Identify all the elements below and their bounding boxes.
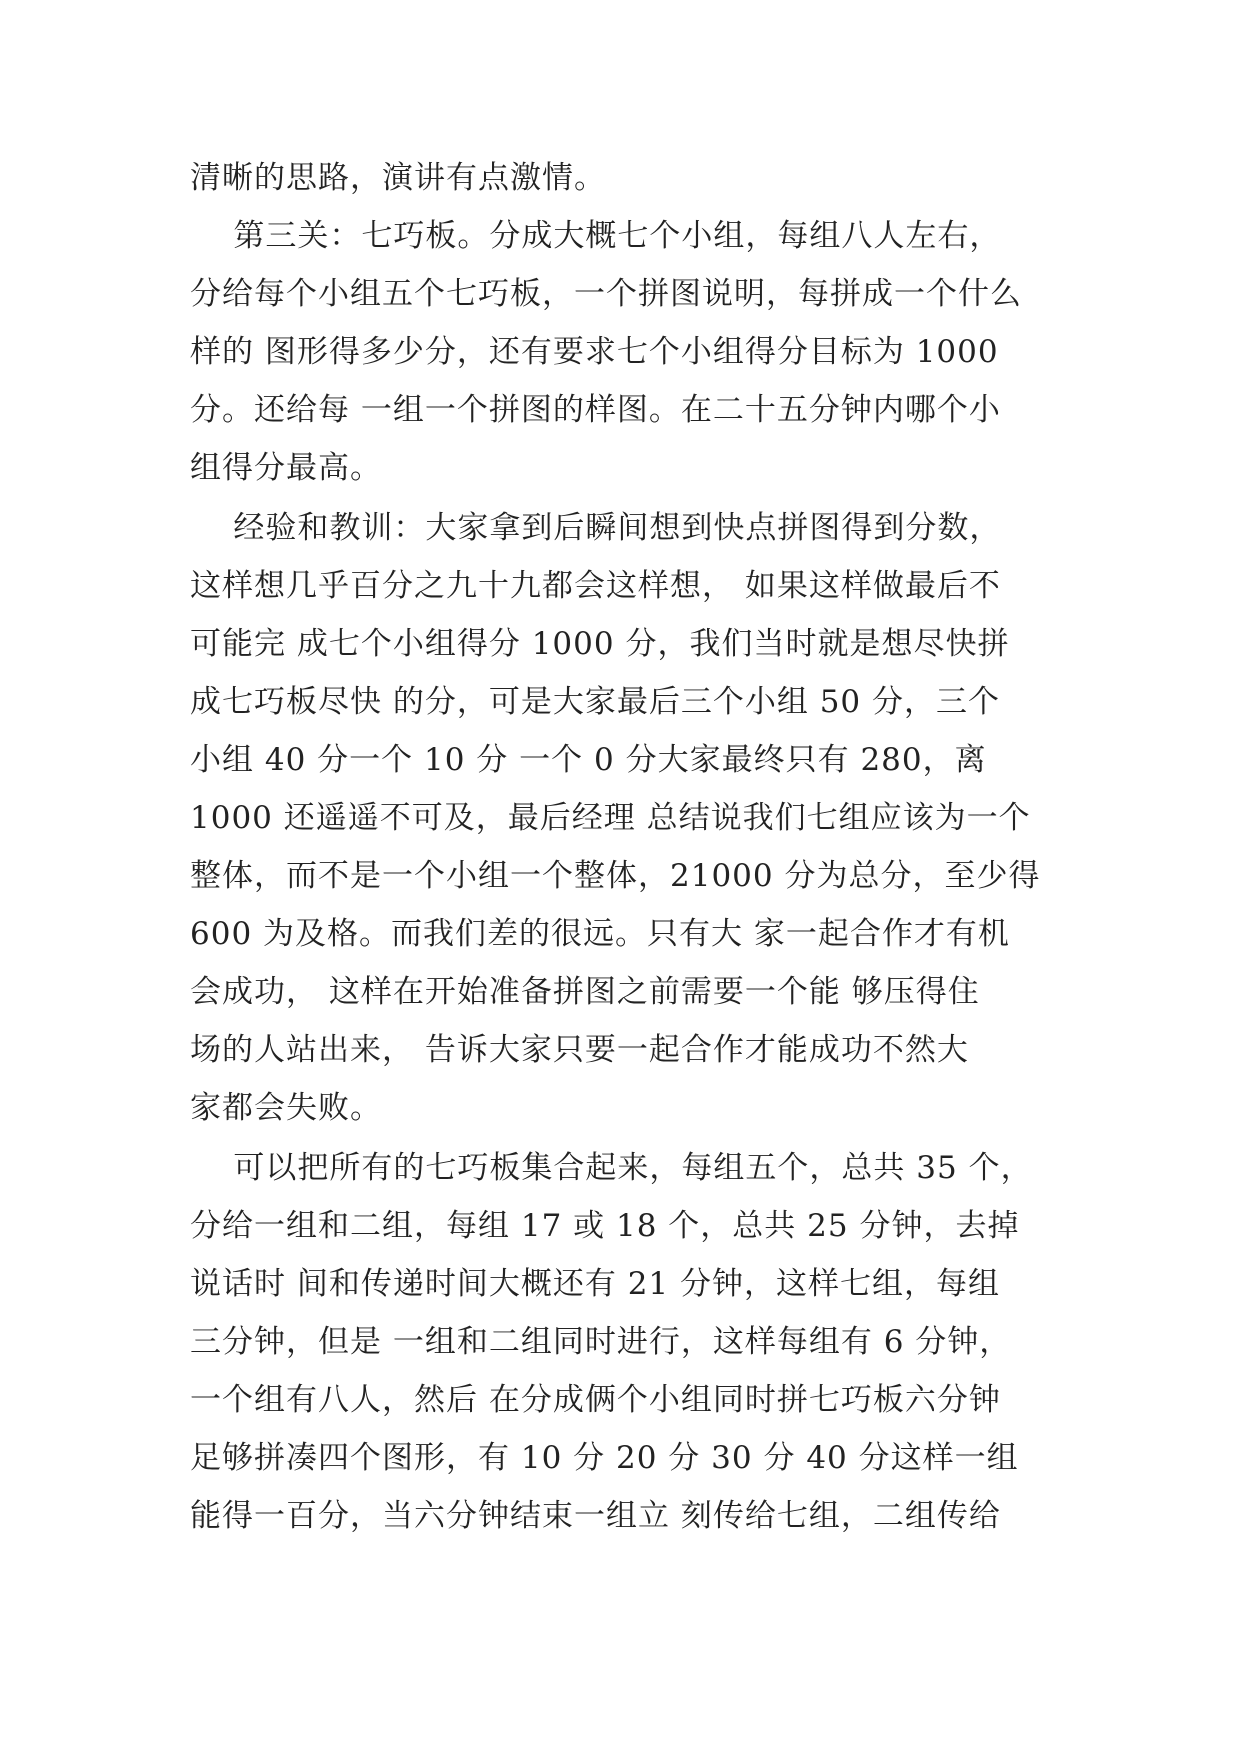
text-line: 样的 图形得多少分，还有要求七个小组得分目标为 1000	[190, 334, 999, 370]
text-line: 整体，而不是一个小组一个整体，21000 分为总分，至少得	[190, 858, 1041, 894]
text-line: 场的人站出来， 告诉大家只要一起合作才能成功不然大	[190, 1032, 969, 1068]
text-line: 分给一组和二组，每组 17 或 18 个，总共 25 分钟，去掉	[190, 1208, 1020, 1244]
text-line: 家都会失败。	[190, 1090, 382, 1126]
text-line: 能得一百分，当六分钟结束一组立 刻传给七组，二组传给	[190, 1498, 1001, 1534]
text-line: 分给每个小组五个七巧板，一个拼图说明，每拼成一个什么	[190, 276, 1022, 312]
text-line: 1000 还遥遥不可及，最后经理 总结说我们七组应该为一个	[190, 800, 1031, 836]
text-line: 说话时 间和传递时间大概还有 21 分钟，这样七组，每组	[190, 1266, 1001, 1302]
text-line: 分。还给每 一组一个拼图的样图。在二十五分钟内哪个小	[190, 392, 1001, 428]
text-line: 三分钟，但是 一组和二组同时进行，这样每组有 6 分钟，	[190, 1324, 1012, 1360]
text-line: 可能完 成七个小组得分 1000 分，我们当时就是想尽快拼	[190, 626, 1010, 662]
text-line: 第三关：七巧板。分成大概七个小组，每组八人左右，	[190, 218, 1002, 254]
text-line: 成七巧板尽快 的分，可是大家最后三个小组 50 分，三个	[190, 684, 1001, 720]
text-line: 足够拼凑四个图形，有 10 分 20 分 30 分 40 分这样一组	[190, 1440, 1019, 1476]
text-line: 清晰的思路，演讲有点激情。	[190, 160, 606, 196]
text-line: 经验和教训：大家拿到后瞬间想到快点拼图得到分数，	[190, 510, 1002, 546]
text-line: 600 为及格。而我们差的很远。只有大 家一起合作才有机	[190, 916, 1010, 952]
text-line: 小组 40 分一个 10 分 一个 0 分大家最终只有 280，离	[190, 742, 987, 778]
text-line: 可以把所有的七巧板集合起来，每组五个，总共 35 个，	[190, 1150, 1033, 1186]
text-line: 一个组有八人，然后 在分成俩个小组同时拼七巧板六分钟	[190, 1382, 1001, 1418]
text-line: 会成功， 这样在开始准备拼图之前需要一个能 够压得住	[190, 974, 980, 1010]
text-line: 组得分最高。	[190, 450, 382, 486]
text-line: 这样想几乎百分之九十九都会这样想， 如果这样做最后不	[190, 568, 1001, 604]
